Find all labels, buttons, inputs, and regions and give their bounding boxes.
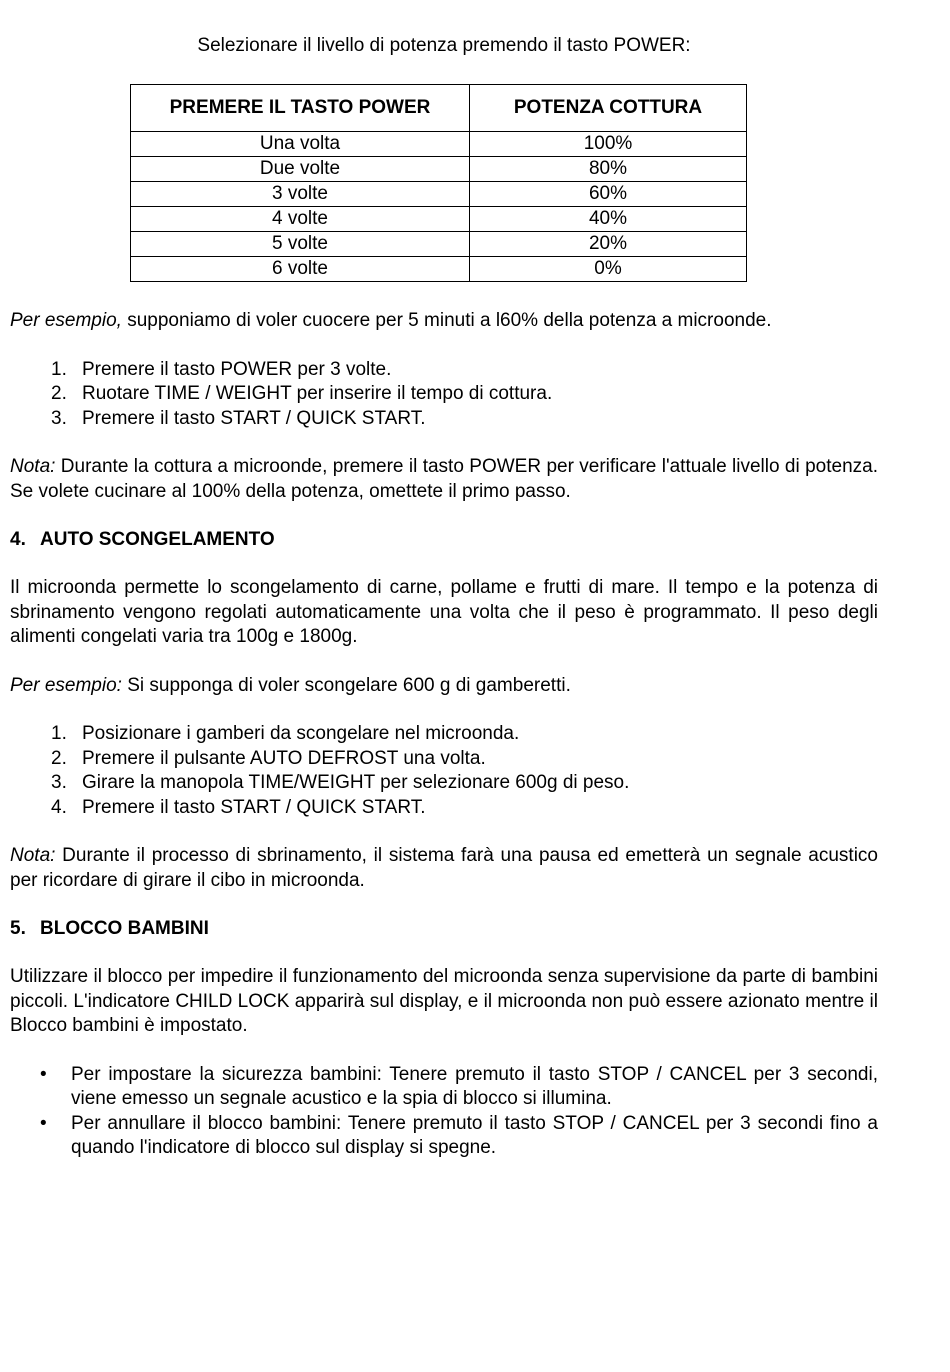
list-item bbox=[10, 382, 878, 407]
list-item bbox=[10, 722, 878, 747]
defrost-steps-list bbox=[10, 722, 878, 820]
example-text: Si supponga di voler scongelare 600 g di gamberetti. bbox=[121, 674, 571, 696]
step-number: 4. bbox=[51, 796, 67, 818]
list-item bbox=[10, 407, 878, 432]
step-number: 2. bbox=[51, 747, 67, 769]
press-count-cell: 5 volte bbox=[131, 232, 470, 257]
power-value-cell: 60% bbox=[470, 182, 747, 207]
note-text: Durante il processo di sbrinamento, il sistema farà una pausa ed emetterà un segnale acustico per ricordare di girare il cibo in microonda. bbox=[10, 845, 878, 891]
bullet-icon: • bbox=[40, 1112, 47, 1134]
example-lead: Per esempio: bbox=[10, 674, 122, 696]
table-row bbox=[131, 182, 747, 207]
section-title: BLOCCO BAMBINI bbox=[40, 918, 209, 939]
table-row bbox=[131, 232, 747, 257]
step-number: 1. bbox=[51, 723, 67, 744]
manual-page bbox=[10, 34, 878, 1161]
power-value-cell: 20% bbox=[470, 232, 747, 257]
press-count-cell: Due volte bbox=[131, 157, 470, 182]
press-count-cell: Una volta bbox=[131, 132, 470, 157]
header-press-power: PREMERE IL TASTO POWER bbox=[131, 85, 470, 132]
step-number: 1. bbox=[51, 358, 67, 380]
power-value-cell: 100% bbox=[470, 132, 747, 157]
example-text: supponiamo di voler cuocere per 5 minuti a l60% della potenza a microonde. bbox=[121, 310, 772, 331]
step-text: Premere il pulsante AUTO DEFROST una volta. bbox=[82, 747, 486, 769]
press-count-cell: 6 volte bbox=[131, 257, 470, 282]
step-number: 2. bbox=[51, 383, 67, 404]
list-item bbox=[10, 1063, 878, 1112]
press-count-cell: 4 volte bbox=[131, 207, 470, 232]
bullet-text: Per impostare la sicurezza bambini: Tenere premuto il tasto STOP / CANCEL per 3 secondi, viene emesso un segnale acustico e la spia di blocco si illumina. bbox=[71, 1063, 878, 1109]
child-lock-bullets bbox=[10, 1063, 878, 1161]
step-text: Premere il tasto POWER per 3 volte. bbox=[82, 358, 392, 380]
note-lead: Nota: bbox=[10, 845, 56, 866]
step-text: Posizionare i gamberi da scongelare nel microonda. bbox=[82, 723, 520, 744]
list-item bbox=[10, 796, 878, 821]
power-value-cell: 0% bbox=[470, 257, 747, 282]
power-value-cell: 40% bbox=[470, 207, 747, 232]
section-title: AUTO SCONGELAMENTO bbox=[40, 529, 275, 550]
example-lead: Per esempio, bbox=[10, 310, 122, 331]
table-row bbox=[131, 207, 747, 232]
list-item bbox=[10, 771, 878, 796]
step-text: Premere il tasto START / QUICK START. bbox=[82, 796, 426, 818]
list-item bbox=[10, 747, 878, 772]
step-text: Ruotare TIME / WEIGHT per inserire il tempo di cottura. bbox=[82, 383, 553, 404]
bullet-icon: • bbox=[40, 1063, 47, 1085]
section-body: Il microonda permette lo scongelamento di carne, pollame e frutti di mare. Il tempo e la potenza di sbrinamento vengono regolati automaticamente una volta che il peso è programmato. Il peso degli alimenti congelati varia tra 100g e 1800g. bbox=[10, 577, 878, 647]
section-heading-auto-defrost bbox=[10, 528, 878, 552]
header-cooking-power: POTENZA COTTURA bbox=[470, 85, 747, 132]
note-text: Durante la cottura a microonde, premere il tasto POWER per verificare l'attuale livello di potenza. Se volete cucinare al 100% della potenza, omettete il primo passo. bbox=[10, 456, 878, 502]
step-text: Premere il tasto START / QUICK START. bbox=[82, 407, 426, 429]
table-row bbox=[131, 132, 747, 157]
note-lead: Nota: bbox=[10, 456, 56, 477]
example-paragraph bbox=[10, 674, 878, 699]
section-number: 5. bbox=[10, 918, 26, 939]
list-item bbox=[10, 358, 878, 383]
step-number: 3. bbox=[51, 407, 67, 429]
example-paragraph bbox=[10, 309, 878, 334]
power-level-table bbox=[130, 84, 747, 282]
note-paragraph bbox=[10, 455, 878, 504]
section-body: Utilizzare il blocco per impedire il funzionamento del microonda senza supervisione da parte di bambini piccoli. L'indicatore CHILD LOCK apparirà sul display, e il microonda non può essere azionato mentre il Blocco bambini è impostato. bbox=[10, 966, 878, 1036]
table-row bbox=[131, 157, 747, 182]
section-number: 4. bbox=[10, 529, 26, 550]
section-heading-child-lock bbox=[10, 917, 878, 941]
step-text: Girare la manopola TIME/WEIGHT per selezionare 600g di peso. bbox=[82, 772, 630, 793]
note-paragraph bbox=[10, 844, 878, 893]
list-item bbox=[10, 1112, 878, 1161]
step-number: 3. bbox=[51, 772, 67, 793]
intro-text: Selezionare il livello di potenza premendo il tasto POWER: bbox=[197, 35, 691, 56]
table-row bbox=[131, 257, 747, 282]
power-steps-list bbox=[10, 358, 878, 432]
bullet-text: Per annullare il blocco bambini: Tenere premuto il tasto STOP / CANCEL per 3 secondi fino a quando l'indicatore di blocco sul display si spegne. bbox=[71, 1112, 878, 1158]
table-header-row bbox=[131, 85, 747, 132]
press-count-cell: 3 volte bbox=[131, 182, 470, 207]
power-value-cell: 80% bbox=[470, 157, 747, 182]
